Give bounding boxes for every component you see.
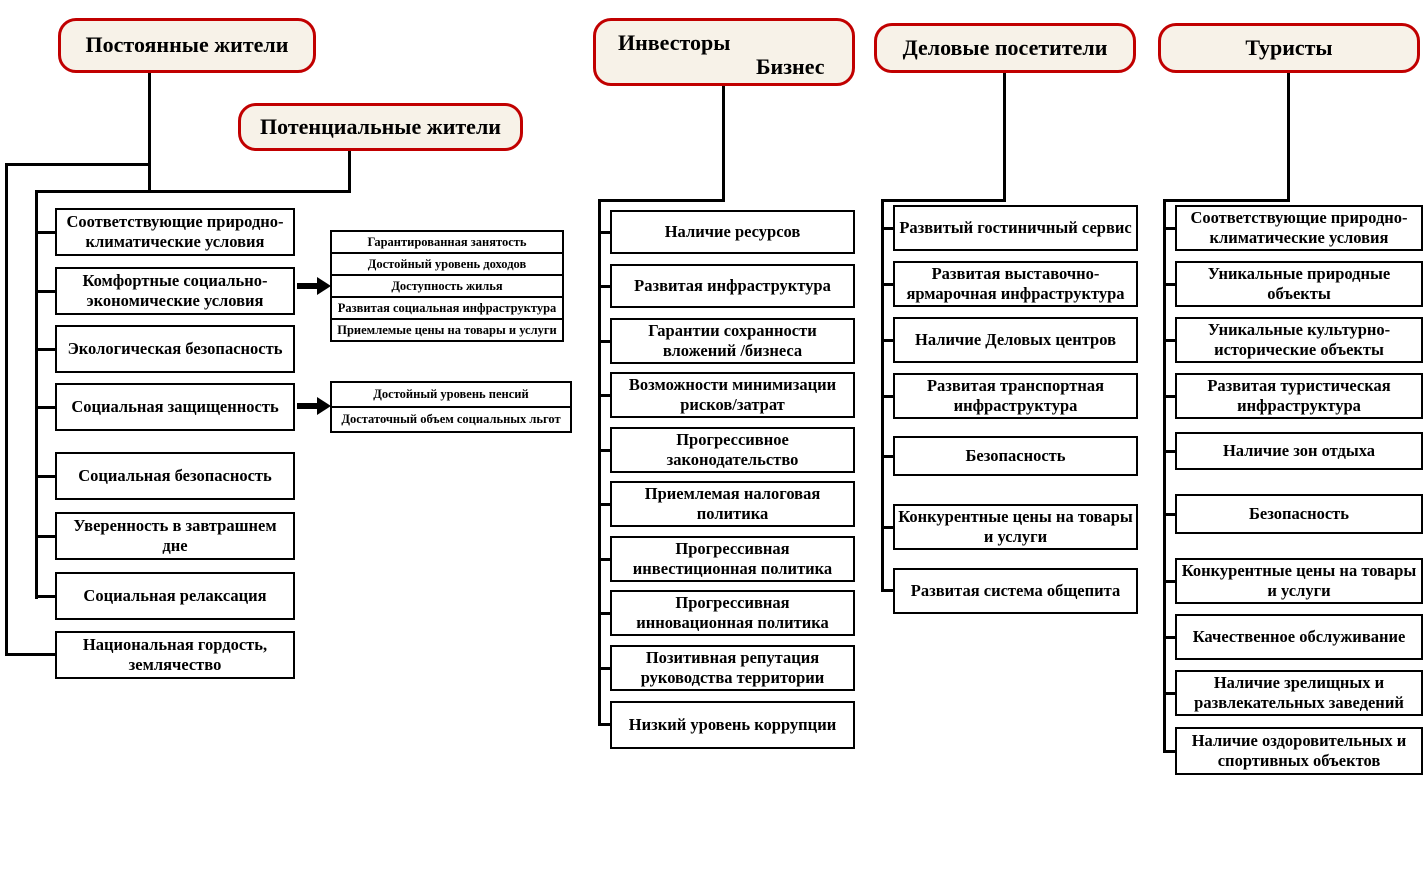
business-factor-catering: Развитая система общепита bbox=[893, 568, 1138, 614]
connector-line bbox=[598, 612, 610, 615]
residents-factor-social-protection: Социальная защищенность bbox=[55, 383, 295, 431]
tourists-factor-prices: Конкурентные цены на товары и услуги bbox=[1175, 558, 1423, 604]
connector-line bbox=[881, 339, 893, 342]
investors-factor-risk-minimization: Возможности минимизации рисков/затрат bbox=[610, 372, 855, 418]
header-tourists bbox=[1158, 23, 1420, 73]
connector-line bbox=[5, 163, 150, 166]
header-tourists-label: Туристы bbox=[1245, 34, 1333, 60]
connector-line bbox=[1163, 580, 1175, 583]
header-investors-label: Инвесторы bbox=[618, 30, 731, 55]
tourists-factor-natural-objects: Уникальные природные объекты bbox=[1175, 261, 1423, 307]
connector-line bbox=[1163, 692, 1175, 695]
tourists-factor-safety: Безопасность bbox=[1175, 494, 1423, 534]
connector-line bbox=[348, 151, 351, 193]
social-sublist-row: Достойный уровень пенсий bbox=[330, 381, 572, 408]
connector-line bbox=[1003, 73, 1006, 202]
tourists-factor-health-sport: Наличие оздоровительных и спортивных объектов bbox=[1175, 727, 1423, 775]
economic-sublist-row: Доступность жилья bbox=[330, 274, 564, 298]
connector-line bbox=[1287, 73, 1290, 202]
connector-line bbox=[881, 395, 893, 398]
connector-line bbox=[881, 227, 893, 230]
connector-line bbox=[598, 285, 610, 288]
connector-line bbox=[35, 535, 55, 538]
header-investors-business bbox=[593, 18, 855, 86]
business-factor-transport: Развитая транспортная инфраструктура bbox=[893, 373, 1138, 419]
residents-factor-social-safety: Социальная безопасность bbox=[55, 452, 295, 500]
connector-line bbox=[1163, 636, 1175, 639]
connector-line bbox=[35, 290, 55, 293]
connector-line bbox=[5, 163, 8, 655]
social-sublist-row: Достаточный объем социальных льгот bbox=[330, 406, 572, 433]
connector-line bbox=[598, 558, 610, 561]
connector-line bbox=[598, 199, 601, 726]
connector-line bbox=[1163, 283, 1175, 286]
residents-factor-climate: Соответствующие природно-климатические условия bbox=[55, 208, 295, 256]
investors-factor-reputation: Позитивная репутация руководства территории bbox=[610, 645, 855, 691]
business-factor-safety: Безопасность bbox=[893, 436, 1138, 476]
connector-line bbox=[881, 526, 893, 529]
investors-factor-tax-policy: Приемлемая налоговая политика bbox=[610, 481, 855, 527]
residents-factor-pride: Национальная гордость, землячество bbox=[55, 631, 295, 679]
header-potential-residents-label: Потенциальные жители bbox=[260, 113, 501, 139]
header-business-visitors-label: Деловые посетители bbox=[902, 34, 1108, 60]
connector-line bbox=[35, 595, 55, 598]
connector-line bbox=[881, 455, 893, 458]
connector-line bbox=[598, 449, 610, 452]
tourists-factor-entertainment: Наличие зрелищных и развлекательных заведений bbox=[1175, 670, 1423, 716]
investors-factor-infrastructure: Развитая инфраструктура bbox=[610, 264, 855, 308]
header-potential-residents bbox=[238, 103, 523, 151]
connector-line bbox=[1163, 339, 1175, 342]
arrow-head bbox=[317, 277, 331, 295]
connector-line bbox=[598, 394, 610, 397]
connector-line bbox=[598, 667, 610, 670]
connector-line bbox=[35, 190, 351, 193]
tourists-factor-recreation-zones: Наличие зон отдыха bbox=[1175, 432, 1423, 470]
residents-factor-confidence: Уверенность в завтрашнем дне bbox=[55, 512, 295, 560]
connector-line bbox=[1163, 395, 1175, 398]
business-factor-prices: Конкурентные цены на товары и услуги bbox=[893, 504, 1138, 550]
business-factor-exhibition: Развитая выставочно-ярмарочная инфраструктура bbox=[893, 261, 1138, 307]
connector-line bbox=[1163, 227, 1175, 230]
connector-line bbox=[1163, 199, 1290, 202]
economic-sublist-row: Развитая социальная инфраструктура bbox=[330, 296, 564, 320]
connector-line bbox=[598, 231, 610, 234]
header-permanent-residents-label: Постоянные жители bbox=[85, 32, 289, 58]
connector-line bbox=[5, 653, 55, 656]
header-business-label: Бизнес bbox=[756, 54, 825, 79]
business-factor-hotels: Развитый гостиничный сервис bbox=[893, 205, 1138, 251]
economic-sublist-row: Достойный уровень доходов bbox=[330, 252, 564, 276]
residents-factor-socioeconomic: Комфортные социально-экономические условия bbox=[55, 267, 295, 315]
economic-sublist-row: Гарантированная занятость bbox=[330, 230, 564, 254]
connector-line bbox=[1163, 513, 1175, 516]
investors-factor-low-corruption: Низкий уровень коррупции bbox=[610, 701, 855, 749]
connector-line bbox=[881, 283, 893, 286]
investors-factor-guarantees: Гарантии сохранности вложений /бизнеса bbox=[610, 318, 855, 364]
connector-line bbox=[1163, 199, 1166, 752]
connector-line bbox=[598, 723, 610, 726]
connector-line bbox=[148, 73, 151, 192]
connector-line bbox=[35, 348, 55, 351]
economic-sublist-row: Приемлемые цены на товары и услуги bbox=[330, 318, 564, 342]
connector-line bbox=[881, 589, 893, 592]
connector-line bbox=[35, 475, 55, 478]
connector-line bbox=[35, 406, 55, 409]
arrow-shaft bbox=[297, 283, 319, 289]
tourists-factor-climate: Соответствующие природно-климатические условия bbox=[1175, 205, 1423, 251]
header-permanent-residents bbox=[58, 18, 316, 73]
arrow-shaft bbox=[297, 403, 319, 409]
residents-factor-relaxation: Социальная релаксация bbox=[55, 572, 295, 620]
tourists-factor-service-quality: Качественное обслуживание bbox=[1175, 614, 1423, 660]
arrow-icon bbox=[297, 277, 331, 295]
investors-factor-innovation-policy: Прогрессивная инновационная политика bbox=[610, 590, 855, 636]
investors-factor-legislation: Прогрессивное законодательство bbox=[610, 427, 855, 473]
residents-factor-ecology: Экологическая безопасность bbox=[55, 325, 295, 373]
arrow-head bbox=[317, 397, 331, 415]
header-business-visitors bbox=[874, 23, 1136, 73]
connector-line bbox=[722, 86, 725, 202]
connector-line bbox=[598, 199, 725, 202]
connector-line bbox=[35, 231, 55, 234]
arrow-icon bbox=[297, 397, 331, 415]
business-factor-centers: Наличие Деловых центров bbox=[893, 317, 1138, 363]
investors-factor-resources: Наличие ресурсов bbox=[610, 210, 855, 254]
connector-line bbox=[1163, 450, 1175, 453]
connector-line bbox=[881, 199, 1006, 202]
investors-factor-investment-policy: Прогрессивная инвестиционная политика bbox=[610, 536, 855, 582]
connector-line bbox=[1163, 750, 1175, 753]
connector-line bbox=[598, 340, 610, 343]
tourists-factor-cultural-objects: Уникальные культурно-исторические объекты bbox=[1175, 317, 1423, 363]
tourists-factor-tourist-infrastructure: Развитая туристическая инфраструктура bbox=[1175, 373, 1423, 419]
connector-line bbox=[598, 503, 610, 506]
